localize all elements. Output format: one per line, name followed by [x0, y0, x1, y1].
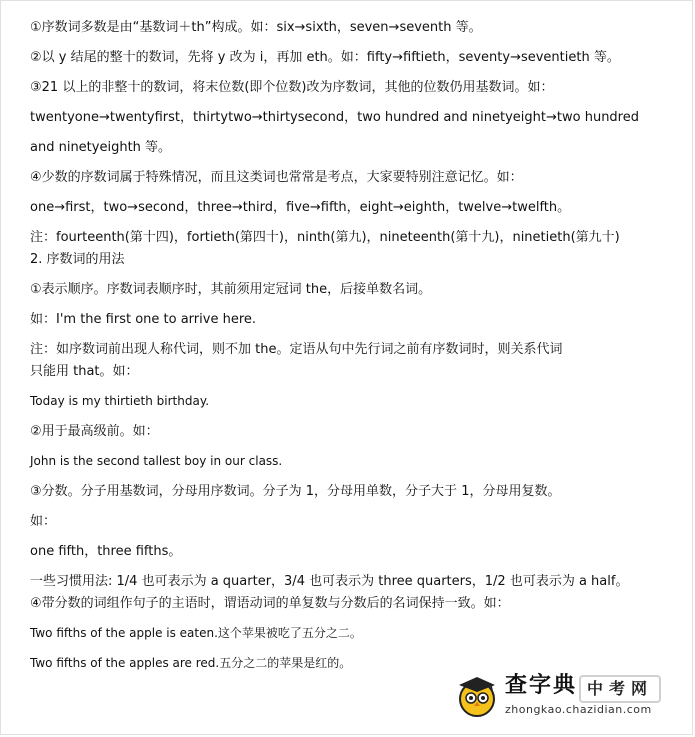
text-line: ①表示顺序。序数词表顺序时，其前须用定冠词 the，后接单数名词。 [30, 282, 432, 297]
watermark-tag: 中考网 [579, 675, 661, 703]
example-sentence: Two fifths of the apple is eaten.这个苹果被吃了五分之二。 [30, 626, 362, 640]
owl-mascot-icon [453, 671, 501, 719]
text-line: ②以 y 结尾的整十的数词，先将 y 改为 i，再加 eth。如：fifty→fiftieth，seventy→seventieth 等。 [30, 50, 620, 65]
example-sentence: John is the second tallest boy in our class. [30, 454, 283, 468]
text-line: 只能用 that。如： [30, 364, 139, 379]
watermark-logo [453, 665, 683, 725]
text-line: 注：fourteenth(第十四)，fortieth(第四十)，ninth(第九)，nineteenth(第十九)，ninetieth(第九十) [30, 230, 620, 245]
text-line: and ninetyeighth 等。 [30, 140, 172, 155]
watermark-domain: zhongkao.chazidian.com [505, 703, 652, 716]
text-line: ④带分数的词组作句子的主语时，谓语动词的单复数与分数后的名词保持一致。如： [30, 596, 510, 611]
example-sentence: Today is my thirtieth birthday. [30, 394, 210, 408]
text-line: ③分数。分子用基数词，分母用序数词。分子为 1，分母用单数，分子大于 1，分母用复数。 [30, 484, 561, 499]
text-line: twentyone→twentyfirst，thirtytwo→thirtysecond，two hundred and ninetyeight→two hundred [30, 110, 639, 125]
text-line: ②用于最高级前。如： [30, 424, 159, 439]
text-line: 一些习惯用法: 1/4 也可表示为 a quarter，3/4 也可表示为 three quarters，1/2 也可表示为 a half。 [30, 574, 629, 589]
section-heading: 2. 序数词的用法 [30, 252, 125, 267]
text-line: ①序数词多数是由“基数词＋th”构成。如：six→sixth，seven→seventh 等。 [30, 20, 482, 35]
example-sentence: Two fifths of the apples are red.五分之二的苹果是红的。 [30, 656, 352, 670]
text-line: ③21 以上的非整十的数词，将末位数(即个位数)改为序数词，其他的位数仍用基数词。如： [30, 80, 554, 95]
document-body [30, 20, 660, 671]
text-line: 注：如序数词前出现人称代词，则不加 the。定语从句中先行词之前有序数词时，则关系代词 [30, 342, 563, 357]
text-line: 如： [30, 514, 57, 529]
watermark-brand: 查字典 [505, 673, 578, 698]
text-line: one fifth，three fifths。 [30, 544, 182, 559]
text-line: one→first，two→second，three→third，five→fifth，eight→eighth，twelve→twelfth。 [30, 200, 571, 215]
text-line: 如：I'm the first one to arrive here. [30, 312, 257, 327]
text-line: ④少数的序数词属于特殊情况，而且这类词也常常是考点，大家要特别注意记忆。如： [30, 170, 523, 185]
